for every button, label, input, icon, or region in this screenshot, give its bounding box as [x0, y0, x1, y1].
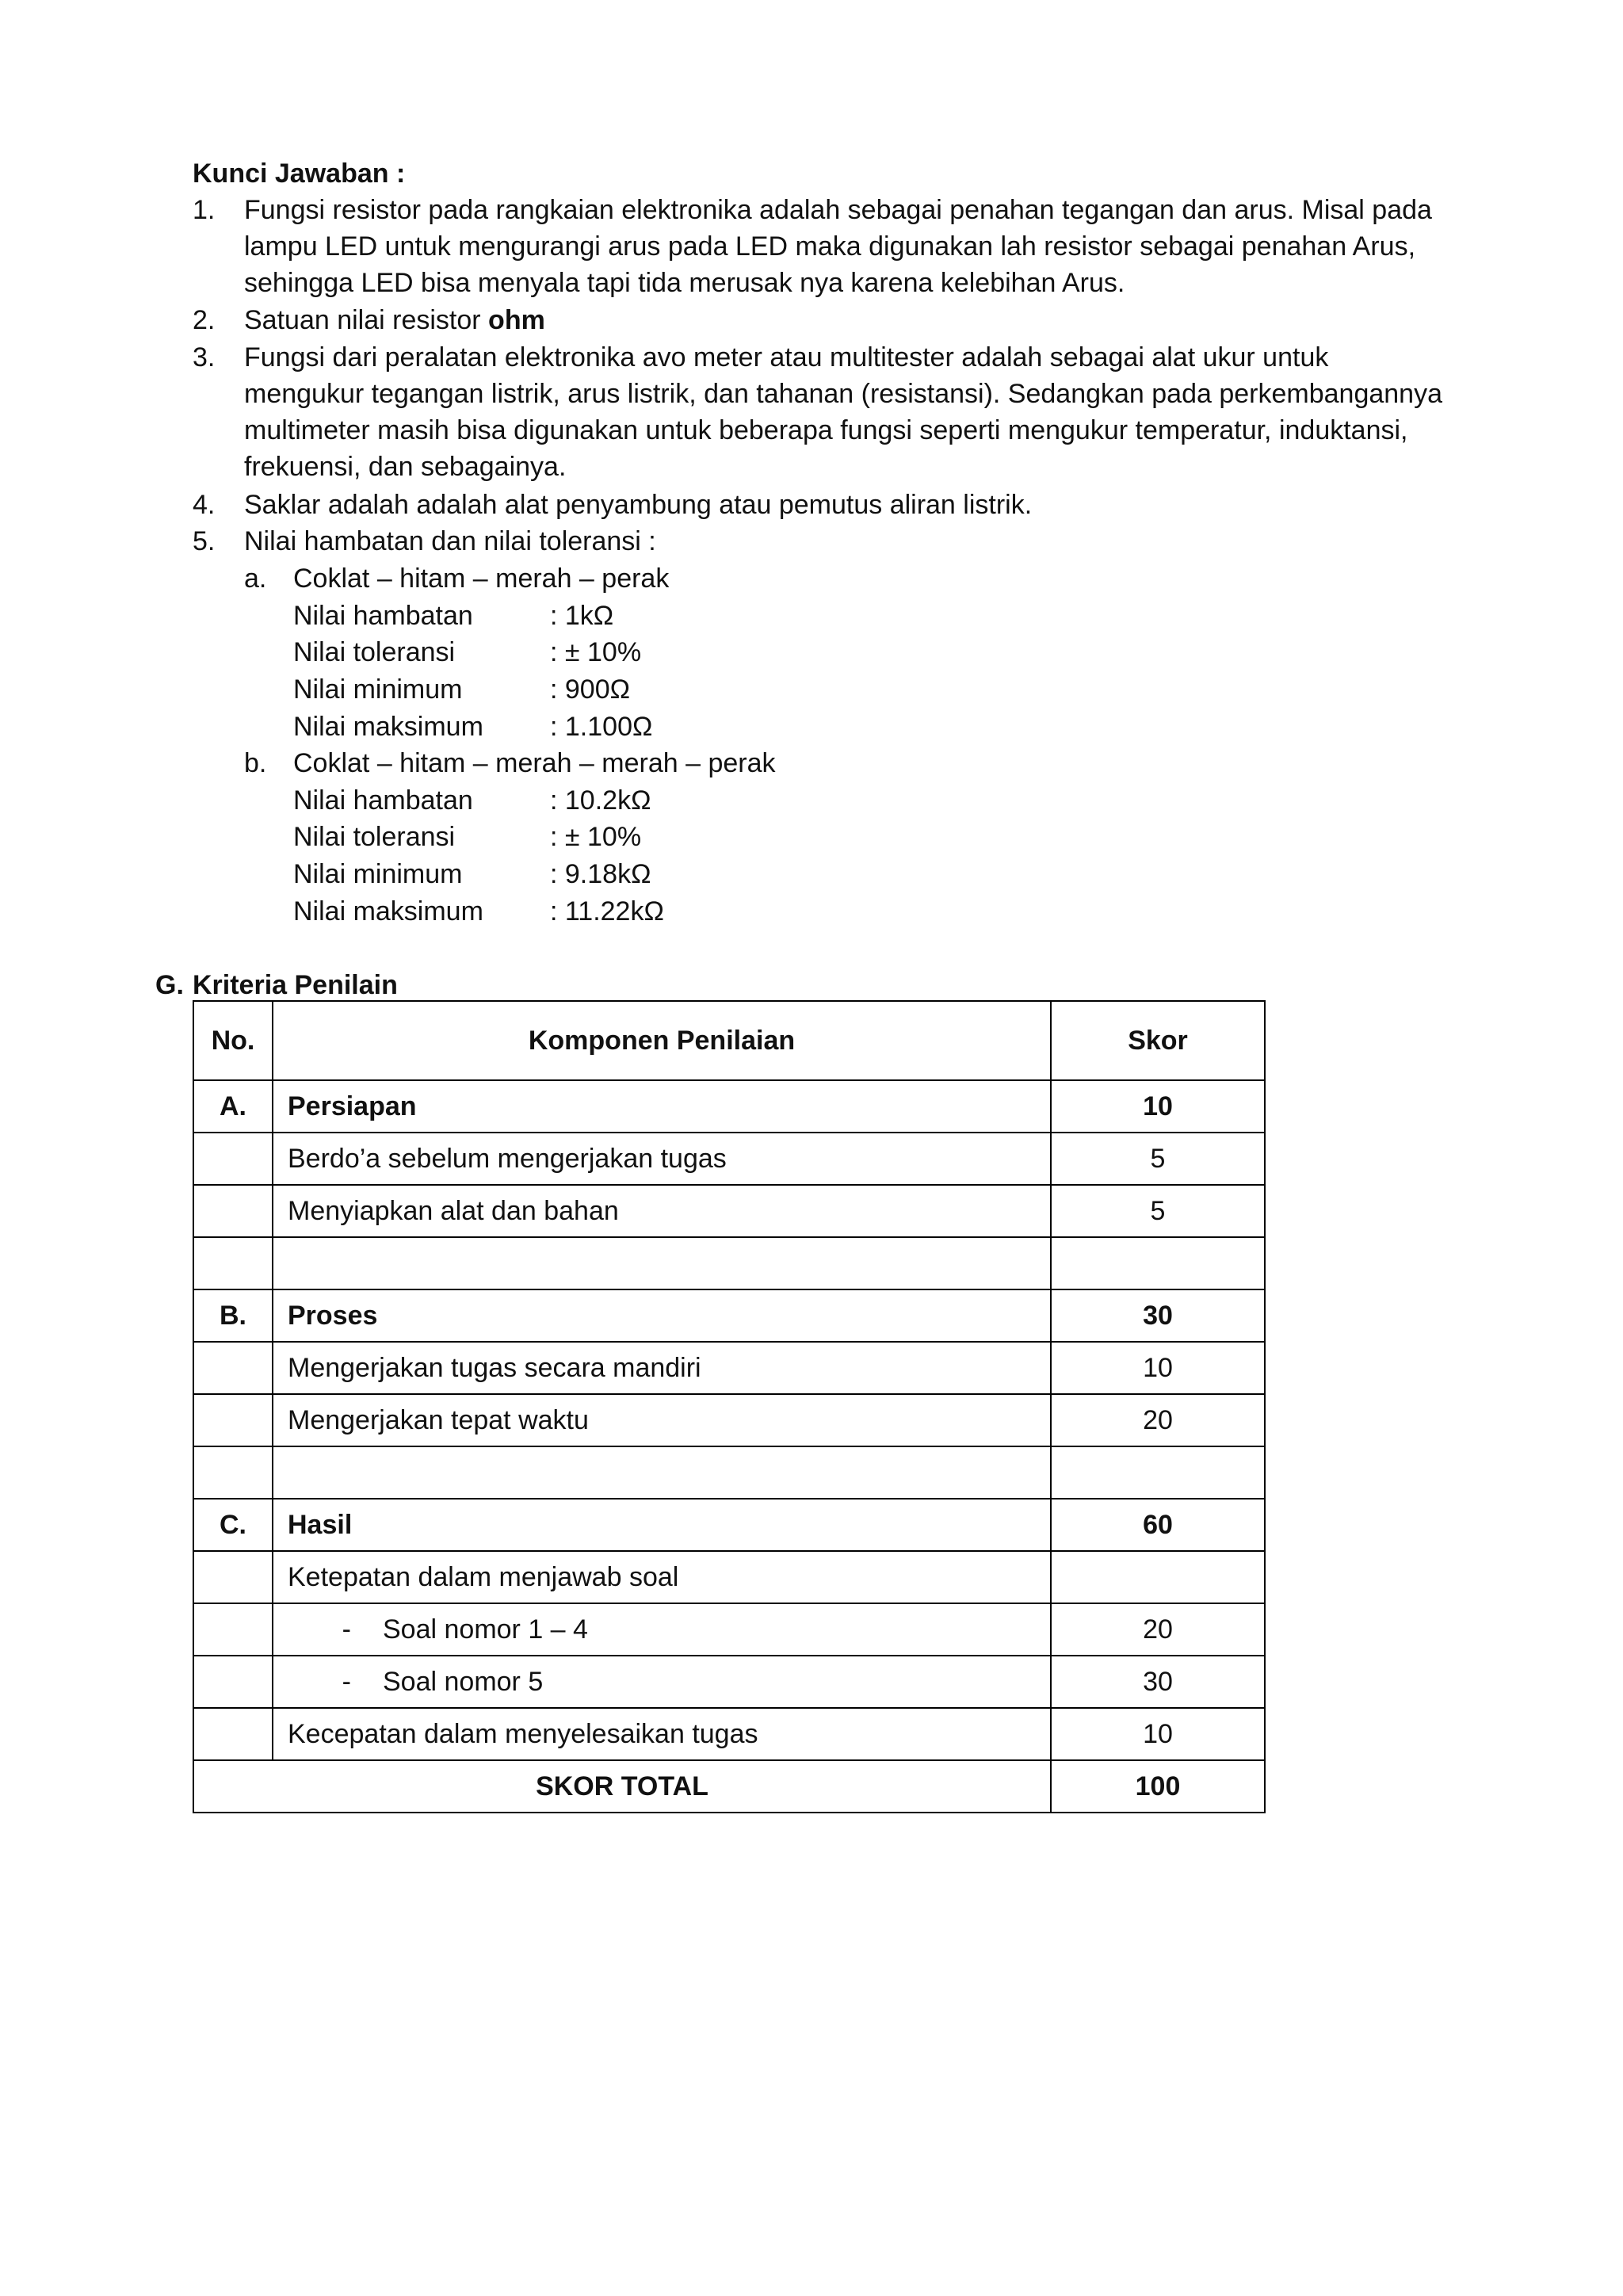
row-score	[1051, 1237, 1265, 1289]
item-1-line-3: sehingga LED bisa menyala tapi tida merusak nya karena kelebihan Arus.	[244, 268, 1125, 298]
table-row	[193, 1289, 1265, 1342]
row-component: Proses	[273, 1289, 1051, 1342]
row-no	[193, 1708, 273, 1760]
value-label: Nilai minimum	[293, 859, 463, 889]
section-heading: Kriteria Penilain	[193, 970, 398, 1000]
table-row	[193, 1551, 1265, 1603]
row-no	[193, 1394, 273, 1446]
row-score: 10	[1051, 1342, 1265, 1394]
row-component: Persiapan	[273, 1080, 1051, 1133]
item-number: 1.	[193, 195, 216, 225]
sub-item-letter: a.	[244, 563, 267, 594]
row-score: 10	[1051, 1708, 1265, 1760]
row-score	[1051, 1551, 1265, 1603]
table-row-empty	[193, 1446, 1265, 1499]
row-no: C.	[193, 1499, 273, 1551]
item-number: 3.	[193, 342, 216, 372]
value-label: Nilai minimum	[293, 674, 463, 705]
row-no	[193, 1342, 273, 1394]
item-4-line: Saklar adalah adalah alat penyambung atau pemutus aliran listrik.	[244, 490, 1033, 520]
item-2-text: Satuan nilai resistor	[244, 305, 489, 335]
row-no: B.	[193, 1289, 273, 1342]
row-score: 30	[1051, 1289, 1265, 1342]
row-score: 30	[1051, 1656, 1265, 1708]
row-component: Hasil	[273, 1499, 1051, 1551]
item-3-line-2: mengukur tegangan listrik, arus listrik, dan tahanan (resistansi). Sedangkan pada perkembangannya	[244, 379, 1443, 409]
total-score: 100	[1051, 1760, 1265, 1813]
row-score: 5	[1051, 1133, 1265, 1185]
value-label: Nilai hambatan	[293, 785, 473, 816]
value-text: : 1.100Ω	[550, 712, 653, 742]
row-component-text: Soal nomor 1 – 4	[383, 1614, 588, 1645]
item-3-line-1: Fungsi dari peralatan elektronika avo meter atau multitester adalah sebagai alat ukur untuk	[244, 342, 1329, 372]
value-label: Nilai maksimum	[293, 712, 483, 742]
criteria-table	[193, 1000, 1266, 1813]
value-label: Nilai maksimum	[293, 896, 483, 926]
table-row	[193, 1499, 1265, 1551]
item-2-line	[244, 302, 545, 338]
value-text: : 11.22kΩ	[550, 896, 664, 926]
dash-marker: -	[342, 1666, 351, 1697]
row-component: Mengerjakan tepat waktu	[273, 1394, 1051, 1446]
table-row	[193, 1603, 1265, 1656]
row-component	[273, 1603, 1051, 1656]
row-component	[273, 1446, 1051, 1499]
row-component-text: Soal nomor 5	[383, 1666, 544, 1697]
row-component: Berdo’a sebelum mengerjakan tugas	[273, 1133, 1051, 1185]
value-text: : 1kΩ	[550, 601, 614, 631]
value-text: : 900Ω	[550, 674, 631, 705]
row-score: 5	[1051, 1185, 1265, 1237]
row-component	[273, 1656, 1051, 1708]
table-row	[193, 1185, 1265, 1237]
sub-item-letter: b.	[244, 748, 267, 778]
value-text: : 10.2kΩ	[550, 785, 651, 816]
table-row-empty	[193, 1237, 1265, 1289]
table-header-row	[193, 1001, 1265, 1080]
table-row	[193, 1394, 1265, 1446]
row-component: Mengerjakan tugas secara mandiri	[273, 1342, 1051, 1394]
row-score	[1051, 1446, 1265, 1499]
row-score: 20	[1051, 1394, 1265, 1446]
row-component	[273, 1237, 1051, 1289]
header-score: Skor	[1051, 1001, 1265, 1080]
table-row	[193, 1708, 1265, 1760]
row-score: 60	[1051, 1499, 1265, 1551]
row-component: Kecepatan dalam menyelesaikan tugas	[273, 1708, 1051, 1760]
value-text: : ± 10%	[550, 637, 642, 667]
row-no	[193, 1185, 273, 1237]
value-label: Nilai hambatan	[293, 601, 473, 631]
sub-item-b-colors: Coklat – hitam – merah – merah – perak	[293, 748, 776, 778]
table-row	[193, 1133, 1265, 1185]
dash-marker: -	[342, 1614, 351, 1645]
header-no: No.	[193, 1001, 273, 1080]
row-score: 20	[1051, 1603, 1265, 1656]
row-no	[193, 1603, 273, 1656]
answer-key-title: Kunci Jawaban :	[193, 159, 406, 189]
header-component: Komponen Penilaian	[273, 1001, 1051, 1080]
item-number: 5.	[193, 526, 216, 556]
item-3-line-3: multimeter masih bisa digunakan untuk beberapa fungsi seperti mengukur temperatur, induktansi,	[244, 415, 1408, 445]
row-no	[193, 1446, 273, 1499]
sub-item-a-colors: Coklat – hitam – merah – perak	[293, 563, 670, 594]
value-label: Nilai toleransi	[293, 637, 456, 667]
total-label: SKOR TOTAL	[193, 1760, 1051, 1813]
value-text: : ± 10%	[550, 822, 642, 852]
row-no: A.	[193, 1080, 273, 1133]
item-number: 2.	[193, 305, 216, 335]
item-number: 4.	[193, 490, 216, 520]
table-row	[193, 1080, 1265, 1133]
row-no	[193, 1237, 273, 1289]
item-1-line-2: lampu LED untuk mengurangi arus pada LED maka digunakan lah resistor sebagai penahan Arus,	[244, 231, 1416, 262]
row-no	[193, 1551, 273, 1603]
row-no	[193, 1656, 273, 1708]
row-no	[193, 1133, 273, 1185]
item-3-line-4: frekuensi, dan sebagainya.	[244, 452, 567, 482]
value-text: : 9.18kΩ	[550, 859, 651, 889]
row-component: Ketepatan dalam menjawab soal	[273, 1551, 1051, 1603]
item-2-bold-unit: ohm	[488, 305, 545, 335]
row-score: 10	[1051, 1080, 1265, 1133]
total-row	[193, 1760, 1265, 1813]
section-letter: G.	[155, 970, 184, 1000]
value-label: Nilai toleransi	[293, 822, 456, 852]
row-component: Menyiapkan alat dan bahan	[273, 1185, 1051, 1237]
table-row	[193, 1656, 1265, 1708]
item-5-line: Nilai hambatan dan nilai toleransi :	[244, 526, 656, 556]
item-1-line-1: Fungsi resistor pada rangkaian elektronika adalah sebagai penahan tegangan dan arus. Misal pada	[244, 195, 1432, 225]
table-row	[193, 1342, 1265, 1394]
